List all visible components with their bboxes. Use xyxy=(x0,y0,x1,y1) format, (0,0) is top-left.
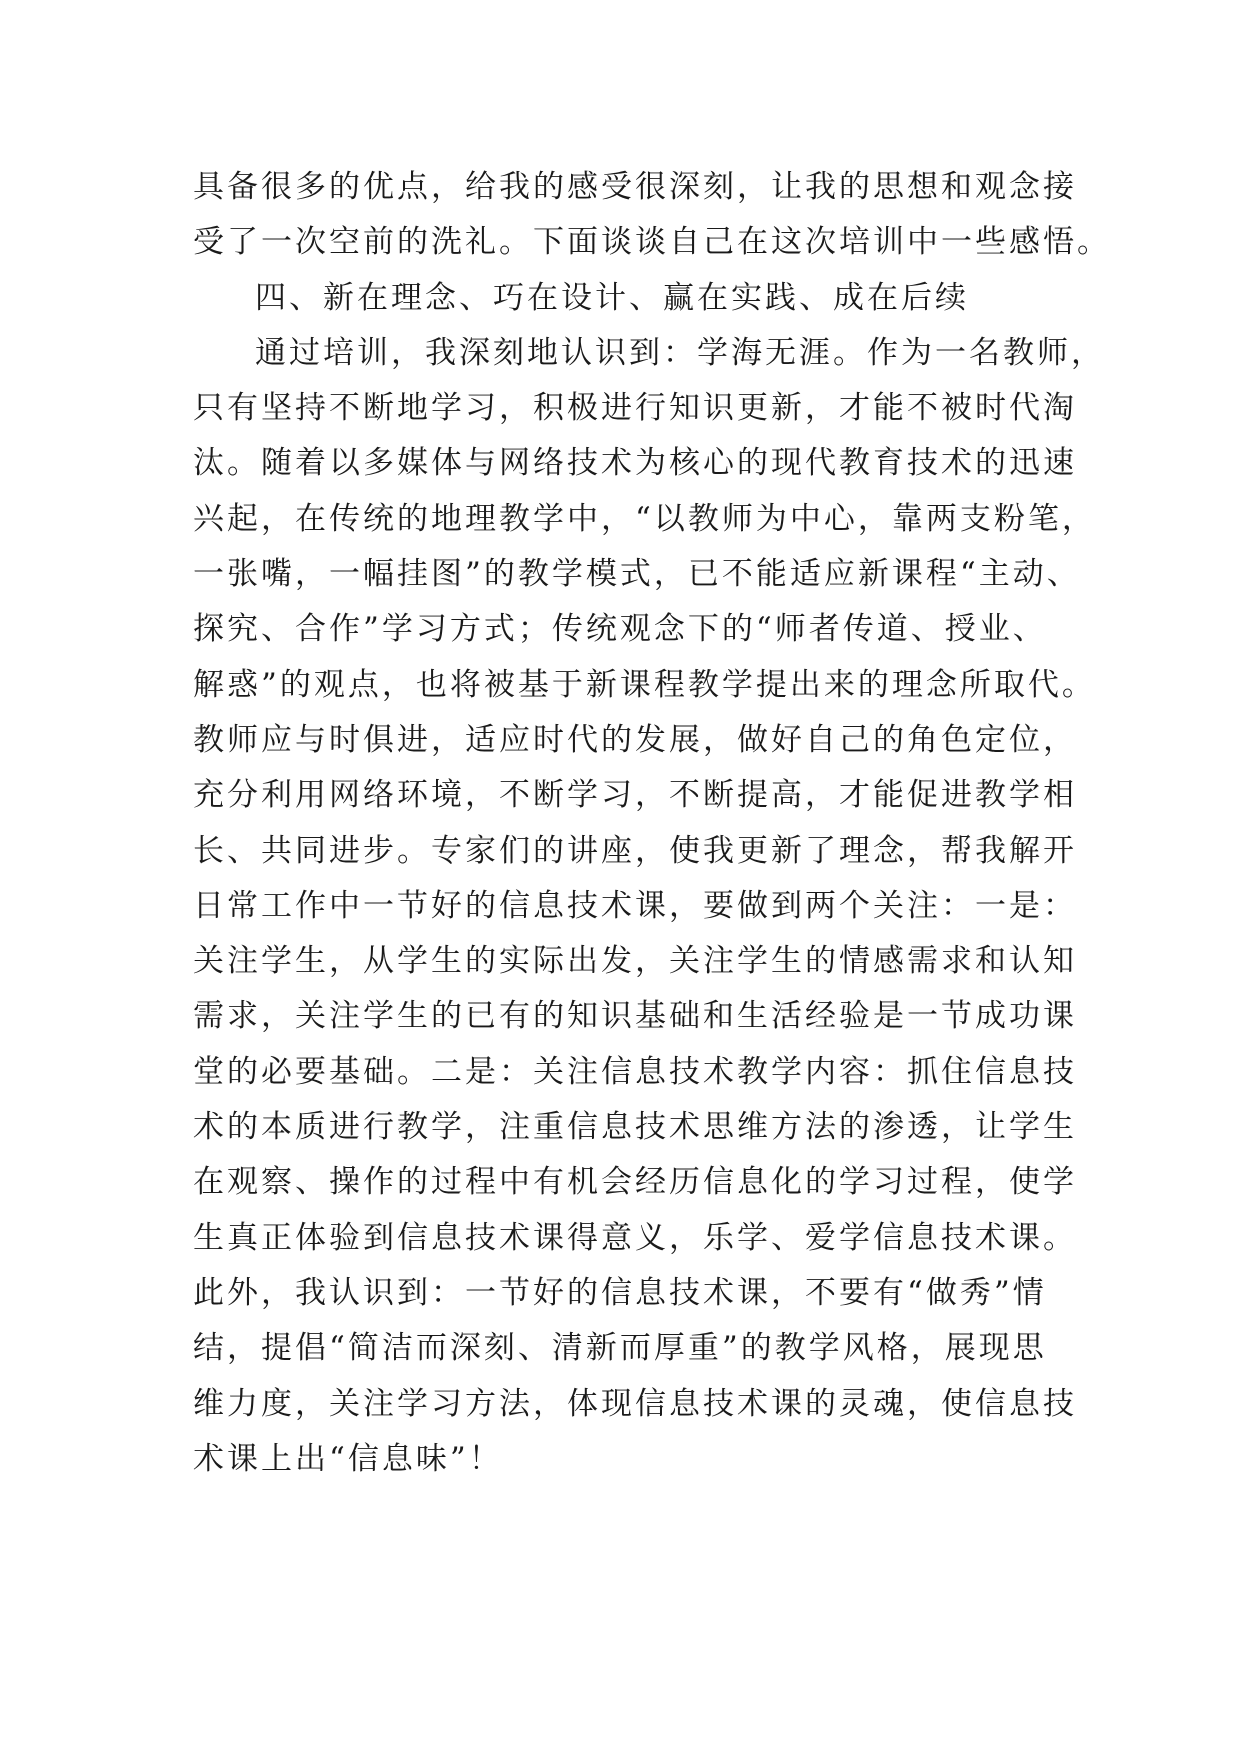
text-line: 在观察、操作的过程中有机会经历信息化的学习过程，使学 xyxy=(193,1164,1077,1201)
text-line: 探究、合作”学习方式；传统观念下的“师者传道、授业、 xyxy=(193,611,1047,648)
section-heading: 四、新在理念、巧在设计、赢在实践、成在后续 xyxy=(255,279,969,316)
text-line: 只有坚持不断地学习，积极进行知识更新，才能不被时代淘 xyxy=(193,390,1077,427)
text-line: 一张嘴，一幅挂图”的教学模式，已不能适应新课程“主动、 xyxy=(193,556,1081,593)
text-line: 术的本质进行教学，注重信息技术思维方法的渗透，让学生 xyxy=(193,1109,1077,1146)
body-text xyxy=(193,160,1111,1487)
text-line: 具备很多的优点，给我的感受很深刻，让我的思想和观念接 xyxy=(193,169,1077,205)
text-line: 长、共同进步。专家们的讲座，使我更新了理念，帮我解开 xyxy=(193,832,1077,869)
text-line: 受了一次空前的洗礼。下面谈谈自己在这次培训中一些感悟。 xyxy=(193,224,1111,261)
text-line: 日常工作中一节好的信息技术课，要做到两个关注：一是： xyxy=(193,887,1077,924)
text-line: 术课上出“信息味”！ xyxy=(193,1440,503,1477)
text-line: 结，提倡“简洁而深刻、清新而厚重”的教学风格，展现思 xyxy=(193,1330,1047,1367)
text-line: 教师应与时俱进，适应时代的发展，做好自己的角色定位， xyxy=(193,721,1077,758)
text-line: 兴起，在传统的地理教学中，“以教师为中心，靠两支粉笔， xyxy=(193,500,1096,537)
text-line: 维力度，关注学习方法，体现信息技术课的灵魂，使信息技 xyxy=(193,1385,1077,1422)
text-line: 此外，我认识到：一节好的信息技术课，不要有“做秀”情 xyxy=(193,1274,1047,1311)
text-line: 解惑”的观点，也将被基于新课程教学提出来的理念所取代。 xyxy=(193,666,1096,703)
text-line: 汰。随着以多媒体与网络技术为核心的现代教育技术的迅速 xyxy=(193,445,1077,482)
text-line: 生真正体验到信息技术课得意义，乐学、爱学信息技术课。 xyxy=(193,1219,1077,1256)
text-line: 通过培训，我深刻地认识到：学海无涯。作为一名教师， xyxy=(255,334,1105,371)
text-line: 关注学生，从学生的实际出发，关注学生的情感需求和认知 xyxy=(193,943,1077,980)
text-line: 需求，关注学生的已有的知识基础和生活经验是一节成功课 xyxy=(193,998,1077,1035)
text-line: 堂的必要基础。二是：关注信息技术教学内容：抓住信息技 xyxy=(193,1053,1077,1090)
text-line: 充分利用网络环境，不断学习，不断提高，才能促进教学相 xyxy=(193,777,1077,814)
